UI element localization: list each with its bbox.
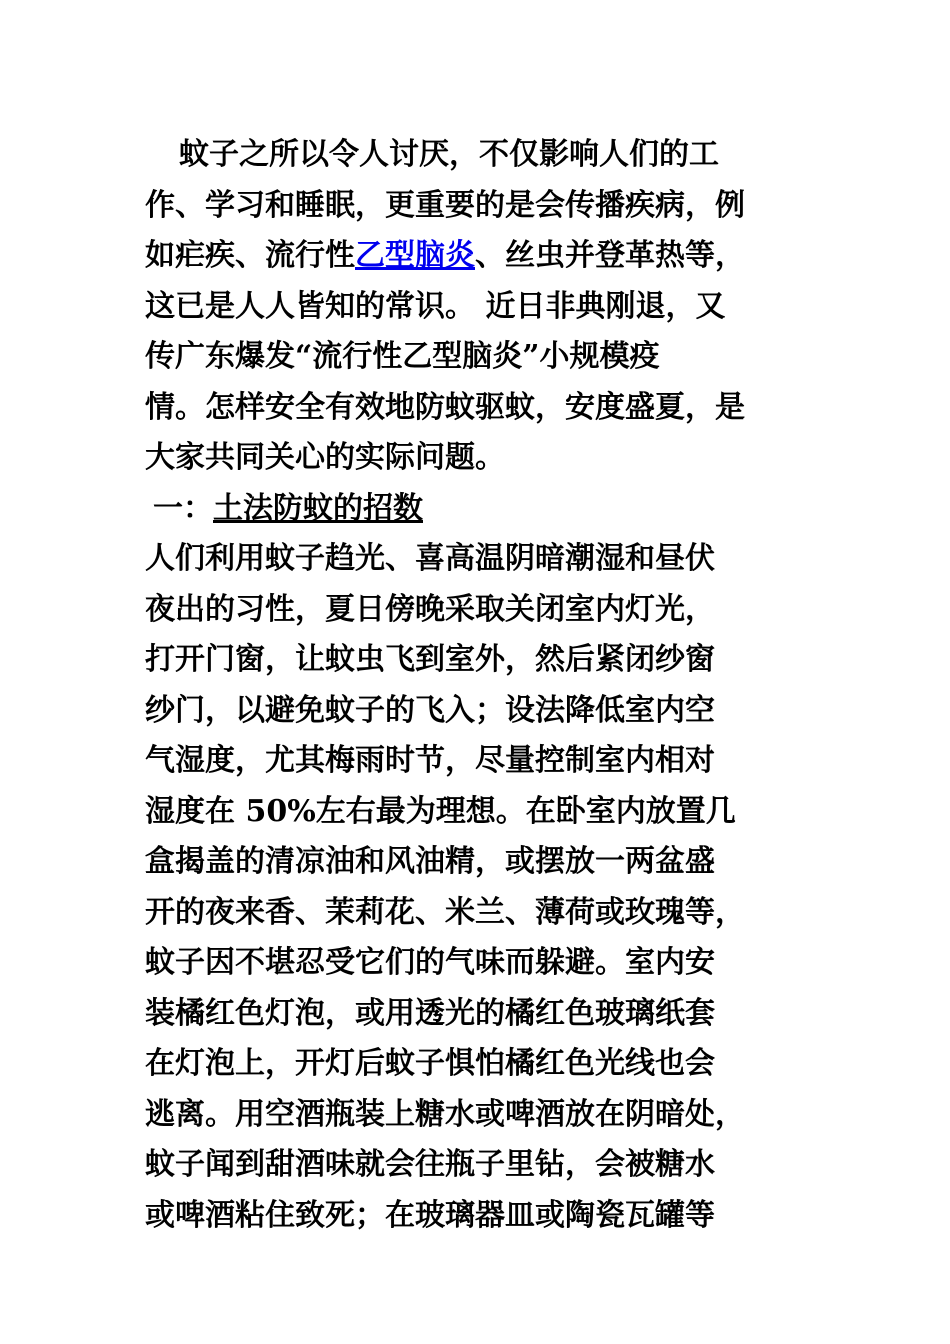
paragraph-line: 逃离。用空酒瓶装上糖水或啤酒放在阴暗处， <box>145 1096 745 1132</box>
text-span: 如疟疾、流行性 <box>145 238 355 273</box>
section-heading <box>145 484 835 535</box>
encephalitis-link[interactable]: 乙型脑炎 <box>355 238 475 273</box>
paragraph-line: 蚊子闻到甜酒味就会往瓶子里钻，会被糖水 <box>145 1147 715 1182</box>
paragraph-line: 湿度在 50%左右最为理想。在卧室内放置几 <box>145 793 736 829</box>
section-number: 一： <box>153 490 213 526</box>
paragraph-line: 打开门窗，让蚊虫飞到室外，然后紧闭纱窗 <box>145 642 715 677</box>
document-body <box>145 130 835 1241</box>
paragraph-line: 人们利用蚊子趋光、喜高温阴暗潮湿和昼伏 <box>145 541 715 576</box>
paragraph-line: 情。怎样安全有效地防蚊驱蚊，安度盛夏，是 <box>145 389 745 425</box>
text-span: 、丝虫并登革热等， <box>475 238 745 273</box>
paragraph-line: 夜出的习性，夏日傍晚采取关闭室内灯光， <box>145 591 715 627</box>
paragraph-line: 大家共同关心的实际问题。 <box>145 440 505 475</box>
paragraph-line: 传广东爆发“流行性乙型脑炎”小规模疫 <box>145 339 660 374</box>
paragraph-line: 蚊子因不堪忍受它们的气味而躲避。室内安 <box>145 945 715 980</box>
paragraph-line: 这已是人人皆知的常识。 近日非典刚退，又 <box>145 288 726 324</box>
paragraph-line: 气湿度，尤其梅雨时节，尽量控制室内相对 <box>145 743 715 778</box>
paragraph-line <box>145 231 835 282</box>
paragraph-line: 作、学习和睡眠，更重要的是会传播疾病，例 <box>145 187 745 223</box>
paragraph-line: 开的夜来香、茉莉花、米兰、薄荷或玫瑰等， <box>145 894 745 930</box>
paragraph-line: 纱门，以避免蚊子的飞入；设法降低室内空 <box>145 692 715 728</box>
paragraph-line: 蚊子之所以令人讨厌，不仅影响人们的工 <box>179 137 719 172</box>
section-title: 土法防蚊的招数 <box>213 490 423 526</box>
paragraph-line: 装橘红色灯泡，或用透光的橘红色玻璃纸套 <box>145 995 715 1031</box>
paragraph-line: 或啤酒粘住致死；在玻璃器皿或陶瓷瓦罐等 <box>145 1197 715 1233</box>
paragraph-line: 在灯泡上，开灯后蚊子惧怕橘红色光线也会 <box>145 1046 715 1081</box>
paragraph-line: 盒揭盖的清凉油和风油精，或摆放一两盆盛 <box>145 844 715 879</box>
